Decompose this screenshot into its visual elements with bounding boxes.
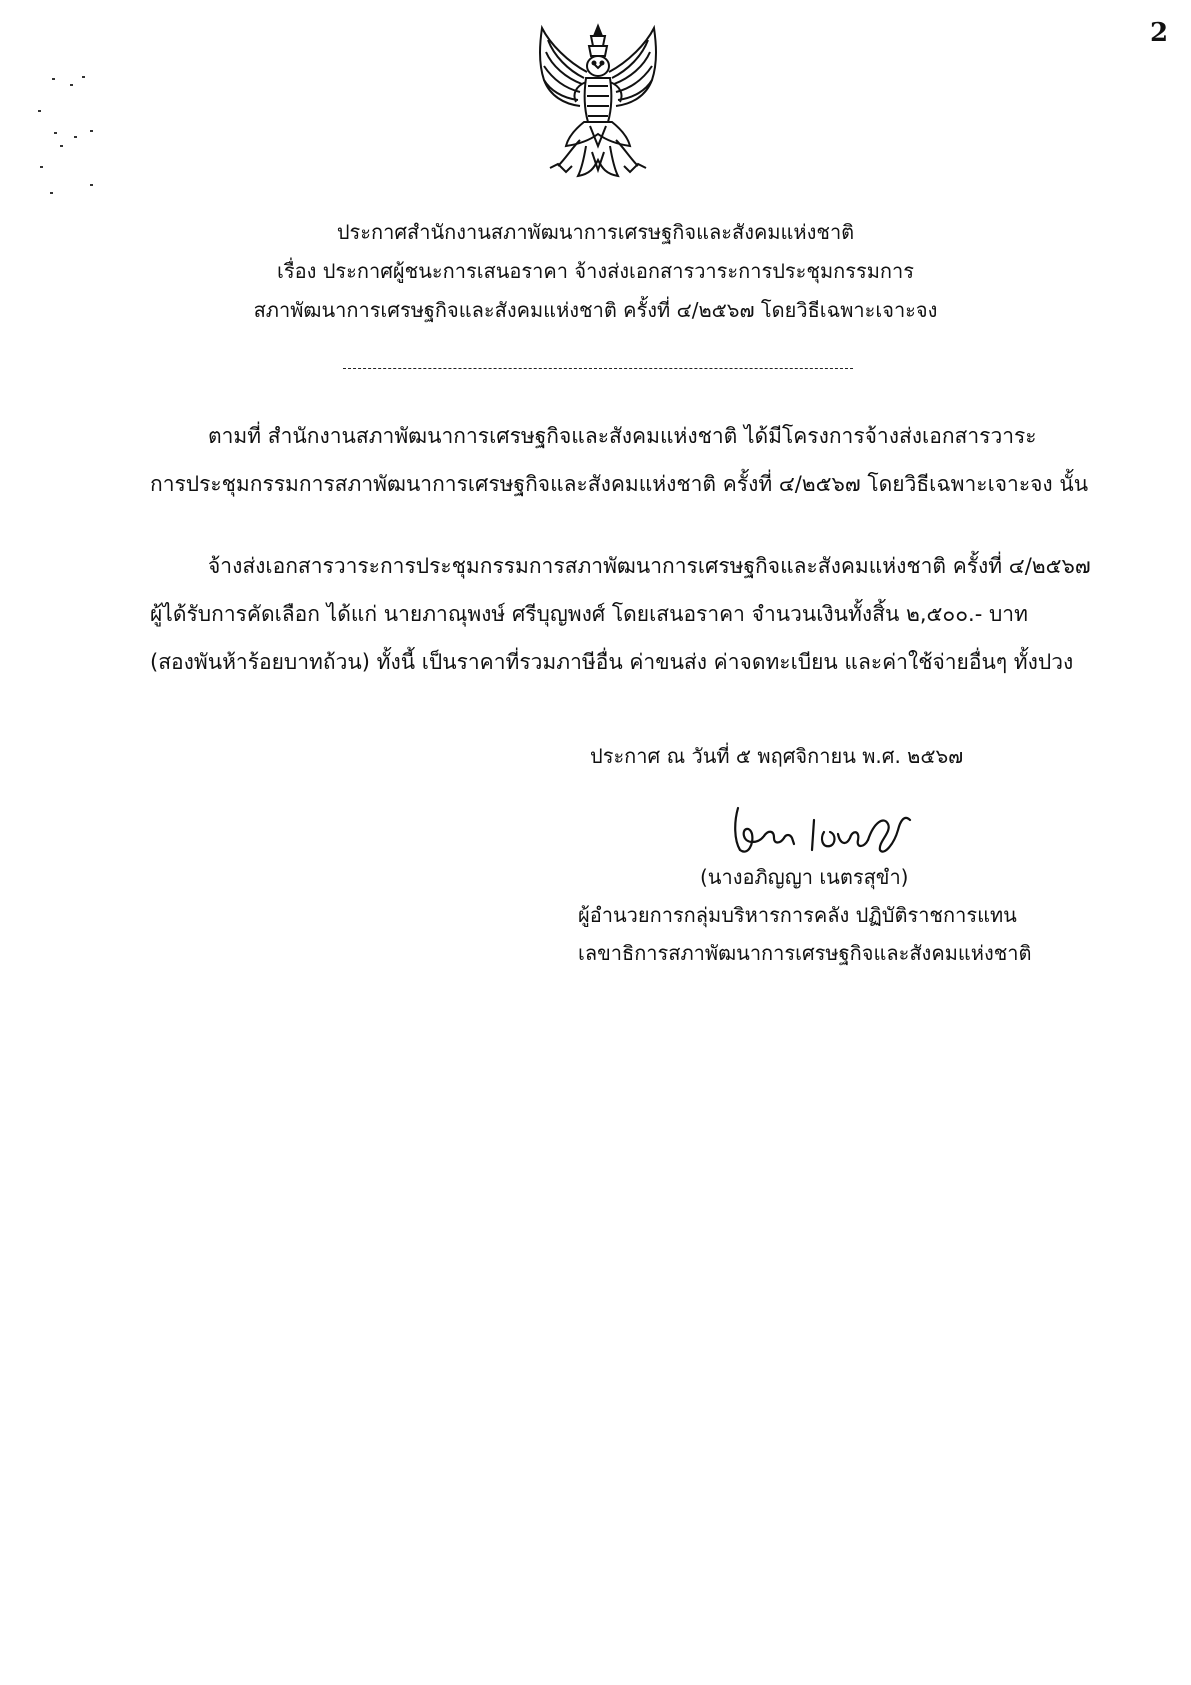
paragraph-2-line-2: ผู้ได้รับการคัดเลือก ได้แก่ นายภาณุพงษ์ ศรีบุญพงศ์ โดยเสนอราคา จำนวนเงินทั้งสิ้น ๒,๕๐๐.- บาท: [150, 602, 1028, 626]
signatory-name: (นางอภิญญา เนตรสุขำ): [700, 865, 909, 889]
paragraph-2-line-1: จ้างส่งเอกสารวาระการประชุมกรรมการสภาพัฒนาการเศรษฐกิจและสังคมแห่งชาติ ครั้งที่ ๔/๒๕๖๗: [208, 554, 1091, 578]
paragraph-2-line-3: (สองพันห้าร้อยบาทถ้วน) ทั้งนี้ เป็นราคาที่รวมภาษีอื่น ค่าขนส่ง ค่าจดทะเบียน และค่าใช้จ่ายอื่นๆ ทั้งปวง: [150, 650, 1074, 674]
handwritten-signature: [728, 800, 928, 858]
paragraph-1-line-2: การประชุมกรรมการสภาพัฒนาการเศรษฐกิจและสังคมแห่งชาติ ครั้งที่ ๔/๒๕๖๗ โดยวิธีเฉพาะเจาะจง นั้น: [150, 472, 1089, 496]
garuda-emblem-icon: [528, 22, 668, 184]
signatory-position-line-1: ผู้อำนวยการกลุ่มบริหารการคลัง ปฏิบัติราชการแทน: [578, 903, 1017, 927]
announcement-subject-cont: สภาพัฒนาการเศรษฐกิจและสังคมแห่งชาติ ครั้งที่ ๔/๒๕๖๗ โดยวิธีเฉพาะเจาะจง: [253, 298, 938, 322]
signatory-position-line-2: เลขาธิการสภาพัฒนาการเศรษฐกิจและสังคมแห่งชาติ: [578, 941, 1032, 965]
paragraph-1-line-1: ตามที่ สำนักงานสภาพัฒนาการเศรษฐกิจและสังคมแห่งชาติ ได้มีโครงการจ้างส่งเอกสารวาระ: [208, 424, 1037, 448]
page-number: 2: [1150, 18, 1169, 48]
announcement-title: ประกาศสำนักงานสภาพัฒนาการเศรษฐกิจและสังคมแห่งชาติ: [336, 220, 855, 244]
announcement-subject: เรื่อง ประกาศผู้ชนะการเสนอราคา จ้างส่งเอกสารวาระการประชุมกรรมการ: [276, 259, 915, 283]
announcement-date: ประกาศ ณ วันที่ ๕ พฤศจิกายน พ.ศ. ๒๕๖๗: [590, 744, 964, 768]
separator-line: [343, 368, 853, 369]
